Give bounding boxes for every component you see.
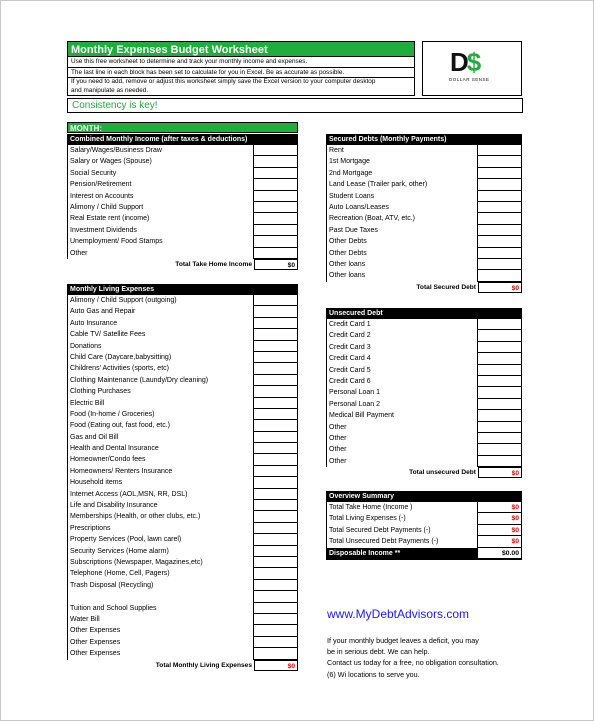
line-item-row	[68, 191, 297, 202]
line-item-label: Credit Card 4	[329, 355, 371, 363]
amount-input-cell[interactable]	[253, 145, 297, 156]
line-item-label: 2nd Mortgage	[329, 169, 373, 177]
intro-text	[67, 57, 415, 96]
amount-input-cell[interactable]	[253, 341, 297, 352]
line-item-label: Clothing Purchases	[70, 388, 131, 396]
deficit-line: (6) Wi locations to serve you.	[327, 669, 420, 679]
amount-input-cell[interactable]	[253, 191, 297, 202]
amount-input-cell[interactable]	[253, 546, 297, 557]
line-item-row	[68, 145, 297, 156]
intro-line: Use this free worksheet to determine and track your monthly income and expenses.	[68, 57, 414, 68]
line-item-row	[68, 614, 297, 625]
income-header: Combined Monthly Income (after taxes & deductions)	[67, 134, 298, 145]
line-item-row	[68, 179, 297, 190]
line-item-row	[68, 352, 297, 363]
line-item-label: Rent	[329, 147, 344, 154]
line-item-label: Security Services (Home alarm)	[70, 547, 169, 555]
overview-row	[327, 502, 521, 513]
overview-summary-section	[326, 491, 522, 560]
line-item-label: Water Bill	[70, 615, 100, 623]
overview-label: Total Living Expenses (-)	[329, 515, 406, 523]
logo-letter-d: D	[450, 47, 467, 77]
line-item-label: Internet Access (AOL,MSN, RR, DSL)	[70, 490, 188, 498]
line-item-row	[327, 342, 521, 353]
dollar-sense-logo-icon	[450, 49, 479, 75]
line-item-row	[327, 410, 521, 421]
logo-subtitle: DOLLAR SENSE	[449, 77, 490, 82]
income-total-row	[67, 259, 298, 270]
line-item-row	[68, 591, 297, 602]
amount-input-cell[interactable]	[253, 454, 297, 465]
line-item-label: Auto Insurance	[70, 319, 118, 327]
line-item-label: Gas and Oil Bill	[70, 433, 119, 441]
line-item-row	[327, 145, 521, 156]
overview-header: Overview Summary	[326, 491, 522, 502]
line-item-label: Telephone (Home, Cell, Pagers)	[70, 570, 170, 578]
line-item-label: Health and Dental Insurance	[70, 445, 159, 453]
line-item-label: Food (In-home / Groceries)	[70, 410, 155, 418]
amount-input-cell[interactable]	[253, 489, 297, 500]
line-item-label: Auto Loans/Leases	[329, 203, 389, 211]
amount-input-cell[interactable]	[477, 376, 521, 387]
line-item-row	[68, 637, 297, 648]
unsecured-rows	[326, 319, 522, 467]
line-item-row	[68, 511, 297, 522]
line-item-label: Cable TV/ Satellite Fees	[70, 331, 146, 339]
line-item-row	[68, 420, 297, 431]
secured-total-label: Total Secured Debt	[416, 283, 476, 291]
line-item-row	[68, 500, 297, 511]
line-item-label: Homeowners/ Renters Insurance	[70, 467, 173, 475]
amount-input-cell[interactable]	[477, 444, 521, 455]
amount-input-cell[interactable]	[477, 399, 521, 410]
overview-value: $0	[477, 525, 521, 536]
line-item-row	[68, 648, 297, 659]
living-total-label: Total Monthly Living Expenses	[155, 661, 252, 669]
amount-input-cell[interactable]	[253, 557, 297, 568]
amount-input-cell[interactable]	[477, 342, 521, 353]
amount-input-cell[interactable]	[253, 580, 297, 591]
line-item-row	[68, 156, 297, 167]
line-item-label: Credit Card 2	[329, 332, 371, 340]
amount-input-cell[interactable]	[253, 614, 297, 625]
line-item-row	[327, 433, 521, 444]
living-total-row	[67, 660, 298, 671]
amount-input-cell[interactable]	[253, 568, 297, 579]
amount-input-cell[interactable]	[253, 386, 297, 397]
month-field[interactable]: MONTH:	[67, 122, 298, 133]
line-item-label: 1st Mortgage	[329, 158, 370, 166]
amount-input-cell[interactable]	[477, 213, 521, 224]
line-item-label: Tuition and School Supplies	[70, 604, 157, 612]
line-item-row	[68, 625, 297, 636]
line-item-label: Credit Card 6	[329, 377, 371, 385]
line-item-label: Child Care (Daycare,babysitting)	[70, 353, 172, 361]
amount-input-cell[interactable]	[477, 330, 521, 341]
line-item-row	[327, 202, 521, 213]
secured-rows	[326, 145, 522, 282]
line-item-label: Other	[329, 446, 347, 454]
line-item-label: Student Loans	[329, 192, 375, 200]
line-item-label: Prescriptions	[70, 524, 111, 532]
line-item-row	[327, 422, 521, 433]
amount-input-cell[interactable]	[477, 319, 521, 330]
line-item-label: Trash Disposal (Recycling)	[70, 581, 154, 589]
line-item-row	[68, 568, 297, 579]
line-item-row	[327, 365, 521, 376]
line-item-row	[68, 580, 297, 591]
line-item-row	[327, 444, 521, 455]
amount-input-cell[interactable]	[253, 168, 297, 179]
income-total-value: $0	[254, 259, 298, 270]
line-item-row	[68, 168, 297, 179]
line-item-label: Subscriptions (Newspaper, Magazines,etc)	[70, 558, 203, 566]
line-item-label: Personal Loan 1	[329, 389, 380, 397]
disposable-income-row	[327, 548, 521, 559]
secured-total-value: $0	[478, 282, 522, 293]
amount-input-cell[interactable]	[253, 329, 297, 340]
line-item-label: Childrens' Activities (sports, etc)	[70, 365, 169, 373]
unsecured-total-row	[326, 467, 522, 478]
amount-input-cell[interactable]	[253, 591, 297, 602]
amount-input-cell[interactable]	[477, 179, 521, 190]
deficit-line: Contact us today for a free, no obligation consultation.	[327, 658, 499, 668]
amount-input-cell[interactable]	[477, 248, 521, 259]
amount-input-cell[interactable]	[477, 353, 521, 364]
line-item-label: Credit Card 3	[329, 343, 371, 351]
line-item-row	[327, 376, 521, 387]
overview-value: $0	[477, 513, 521, 524]
amount-input-cell[interactable]	[253, 443, 297, 454]
line-item-row	[68, 386, 297, 397]
unsecured-total-label: Total unsecured Debt	[409, 469, 476, 477]
line-item-row	[327, 387, 521, 398]
amount-input-cell[interactable]	[253, 213, 297, 224]
line-item-row	[68, 202, 297, 213]
line-item-label: Other Expenses	[70, 650, 121, 658]
line-item-row	[68, 534, 297, 545]
line-item-label: Alimony / Child Support (outgoing)	[70, 297, 177, 304]
line-item-row	[68, 236, 297, 247]
amount-input-cell[interactable]	[477, 225, 521, 236]
secured-debts-section	[326, 134, 522, 293]
line-item-row	[327, 225, 521, 236]
line-item-row	[327, 353, 521, 364]
intro-line: and manipulate as needed.	[68, 87, 414, 97]
deficit-line: If your monthly budget leaves a deficit, you may	[327, 636, 479, 645]
amount-input-cell[interactable]	[253, 420, 297, 431]
intro-line: If you need to add, remove or adjust this worksheet simply save the Excel version to your computer desktop	[71, 78, 376, 85]
line-item-row	[327, 191, 521, 202]
line-item-label: Electric Bill	[70, 399, 105, 407]
advisor-website-link[interactable]: www.MyDebtAdvisors.com	[327, 607, 470, 621]
unsecured-header: Unsecured Debt	[326, 308, 522, 319]
line-item-label: Real Estate rent (income)	[70, 215, 150, 223]
line-item-row	[68, 295, 297, 306]
amount-input-cell[interactable]	[253, 236, 297, 247]
logo-dollar-sign: $	[466, 47, 480, 77]
amount-input-cell[interactable]	[253, 648, 297, 659]
line-item-label: Medical Bill Payment	[329, 412, 394, 420]
amount-input-cell[interactable]	[477, 270, 521, 281]
living-header: Monthly Living Expenses	[67, 284, 298, 295]
income-section	[67, 134, 298, 270]
overview-row	[327, 525, 521, 536]
amount-input-cell[interactable]	[477, 410, 521, 421]
amount-input-cell[interactable]	[253, 477, 297, 488]
line-item-label: Donations	[70, 342, 102, 350]
living-expenses-section	[67, 284, 298, 671]
amount-input-cell[interactable]	[477, 236, 521, 247]
line-item-row	[68, 329, 297, 340]
line-item-label: Other Expenses	[70, 627, 121, 635]
line-item-label: Credit Card 1	[329, 321, 371, 328]
line-item-label: Other Expenses	[70, 638, 121, 646]
line-item-row	[68, 409, 297, 420]
amount-input-cell[interactable]	[253, 179, 297, 190]
secured-header: Secured Debts (Monthly Payments)	[326, 134, 522, 145]
amount-input-cell[interactable]	[477, 259, 521, 270]
line-item-row	[327, 270, 521, 281]
amount-input-cell[interactable]	[253, 398, 297, 409]
line-item-label: Property Services (Pool, lawn carel)	[70, 536, 182, 544]
line-item-row	[68, 603, 297, 614]
line-item-label: Personal Loan 2	[329, 400, 380, 408]
line-item-label: Other	[329, 434, 347, 442]
disposable-income-value: $0.00	[477, 548, 521, 559]
income-total-label: Total Take Home Income	[175, 260, 252, 268]
amount-input-cell[interactable]	[253, 202, 297, 213]
line-item-label: Homeowner/Condo fees	[70, 456, 146, 464]
amount-input-cell[interactable]	[253, 409, 297, 420]
line-item-row	[68, 432, 297, 443]
amount-input-cell[interactable]	[253, 156, 297, 167]
line-item-label: Other	[329, 457, 347, 465]
overview-label: Disposable Income **	[329, 549, 401, 557]
amount-input-cell[interactable]	[253, 625, 297, 636]
amount-input-cell[interactable]	[253, 523, 297, 534]
line-item-label: Unemployment/ Food Stamps	[70, 238, 163, 246]
deficit-notice	[327, 635, 499, 680]
line-item-row	[68, 225, 297, 236]
line-item-label: Alimony / Child Support	[70, 203, 144, 211]
amount-input-cell[interactable]	[253, 432, 297, 443]
line-item-label: Household items	[70, 479, 123, 487]
line-item-row	[327, 213, 521, 224]
overview-value: $0	[477, 502, 521, 513]
amount-input-cell[interactable]	[253, 534, 297, 545]
line-item-label: Memberships (Health, or other clubs, etc.)	[70, 513, 201, 521]
line-item-row	[327, 236, 521, 247]
line-item-label: Recreation (Boat, ATV, etc.)	[329, 215, 415, 223]
line-item-label: Other loans	[329, 272, 366, 280]
line-item-label: Clothing Maintenance (Laundy/Dry cleaning)	[70, 376, 209, 384]
amount-input-cell[interactable]	[477, 387, 521, 398]
line-item-row	[68, 557, 297, 568]
line-item-row	[327, 319, 521, 330]
living-total-value: $0	[254, 660, 298, 671]
amount-input-cell[interactable]	[253, 352, 297, 363]
line-item-label: Other	[70, 249, 88, 257]
unsecured-total-value: $0	[478, 467, 522, 478]
income-rows	[67, 145, 298, 259]
line-item-row	[68, 363, 297, 374]
amount-input-cell[interactable]	[253, 603, 297, 614]
line-item-label: Other Debts	[329, 249, 367, 257]
line-item-label: Investment Dividends	[70, 226, 137, 234]
amount-input-cell[interactable]	[477, 456, 521, 467]
overview-rows	[326, 502, 522, 560]
overview-row	[327, 513, 521, 524]
line-item-row	[327, 456, 521, 467]
line-item-label: Social Security	[70, 169, 117, 177]
line-item-row	[68, 318, 297, 329]
line-item-row	[327, 168, 521, 179]
amount-input-cell[interactable]	[253, 637, 297, 648]
amount-input-cell[interactable]	[253, 466, 297, 477]
amount-input-cell[interactable]	[477, 202, 521, 213]
line-item-label: Other Debts	[329, 238, 367, 246]
line-item-label: Life and Disability Insurance	[70, 502, 158, 510]
line-item-row	[68, 248, 297, 259]
amount-input-cell[interactable]	[477, 156, 521, 167]
line-item-row	[68, 213, 297, 224]
line-item-row	[327, 259, 521, 270]
line-item-row	[327, 248, 521, 259]
line-item-row	[327, 399, 521, 410]
line-item-label: Other	[329, 423, 347, 431]
line-item-label: Pension/Retirement	[70, 181, 132, 189]
amount-input-cell[interactable]	[477, 422, 521, 433]
line-item-label: Auto Gas and Repair	[70, 308, 136, 316]
amount-input-cell[interactable]	[253, 500, 297, 511]
line-item-label: Credit Card 5	[329, 366, 371, 374]
line-item-row	[327, 330, 521, 341]
overview-label: Total Unsecured Debt Payments (-)	[329, 538, 439, 546]
amount-input-cell[interactable]	[253, 306, 297, 317]
amount-input-cell[interactable]	[477, 145, 521, 156]
line-item-row	[68, 443, 297, 454]
line-item-label: Other loans	[329, 260, 366, 268]
line-item-label: Salary/Wages/Business Draw	[70, 147, 162, 154]
line-item-label: Interest on Accounts	[70, 192, 134, 200]
amount-input-cell[interactable]	[477, 191, 521, 202]
living-rows	[67, 295, 298, 660]
line-item-row	[327, 156, 521, 167]
amount-input-cell[interactable]	[253, 318, 297, 329]
deficit-line: be in serious debt. We can help.	[327, 647, 430, 657]
amount-input-cell[interactable]	[477, 433, 521, 444]
overview-row	[327, 536, 521, 547]
amount-input-cell[interactable]	[253, 248, 297, 259]
line-item-row	[68, 306, 297, 317]
line-item-label: Past Due Taxes	[329, 226, 378, 234]
amount-input-cell[interactable]	[477, 168, 521, 179]
line-item-row	[68, 341, 297, 352]
unsecured-debt-section	[326, 308, 522, 478]
amount-input-cell[interactable]	[253, 363, 297, 374]
overview-value: $0	[477, 536, 521, 547]
line-item-label: Salary or Wages (Spouse)	[70, 158, 152, 166]
line-item-row	[68, 454, 297, 465]
line-item-row	[327, 179, 521, 190]
line-item-label: Land Lease (Trailer park, other)	[329, 181, 428, 189]
line-item-row	[68, 523, 297, 534]
intro-line: The last line in each block has been set to calculate for you in Excel. Be as accurate as possible.	[68, 68, 414, 79]
line-item-row	[68, 546, 297, 557]
amount-input-cell[interactable]	[477, 365, 521, 376]
logo	[422, 41, 522, 96]
page-title: Monthly Expenses Budget Worksheet	[67, 41, 415, 57]
amount-input-cell[interactable]	[253, 375, 297, 386]
line-item-row	[68, 489, 297, 500]
line-item-row	[68, 375, 297, 386]
line-item-label: Food (Eating out, fast food, etc.)	[70, 422, 170, 430]
line-item-row	[68, 477, 297, 488]
line-item-row	[68, 466, 297, 477]
amount-input-cell[interactable]	[253, 511, 297, 522]
amount-input-cell[interactable]	[253, 225, 297, 236]
consistency-banner: Consistency is key!	[67, 98, 523, 113]
secured-total-row	[326, 282, 522, 293]
amount-input-cell[interactable]	[253, 295, 297, 306]
line-item-row	[68, 398, 297, 409]
overview-label: Total Secured Debt Payments (-)	[329, 526, 431, 534]
overview-label: Total Take Home (Income )	[329, 504, 413, 511]
